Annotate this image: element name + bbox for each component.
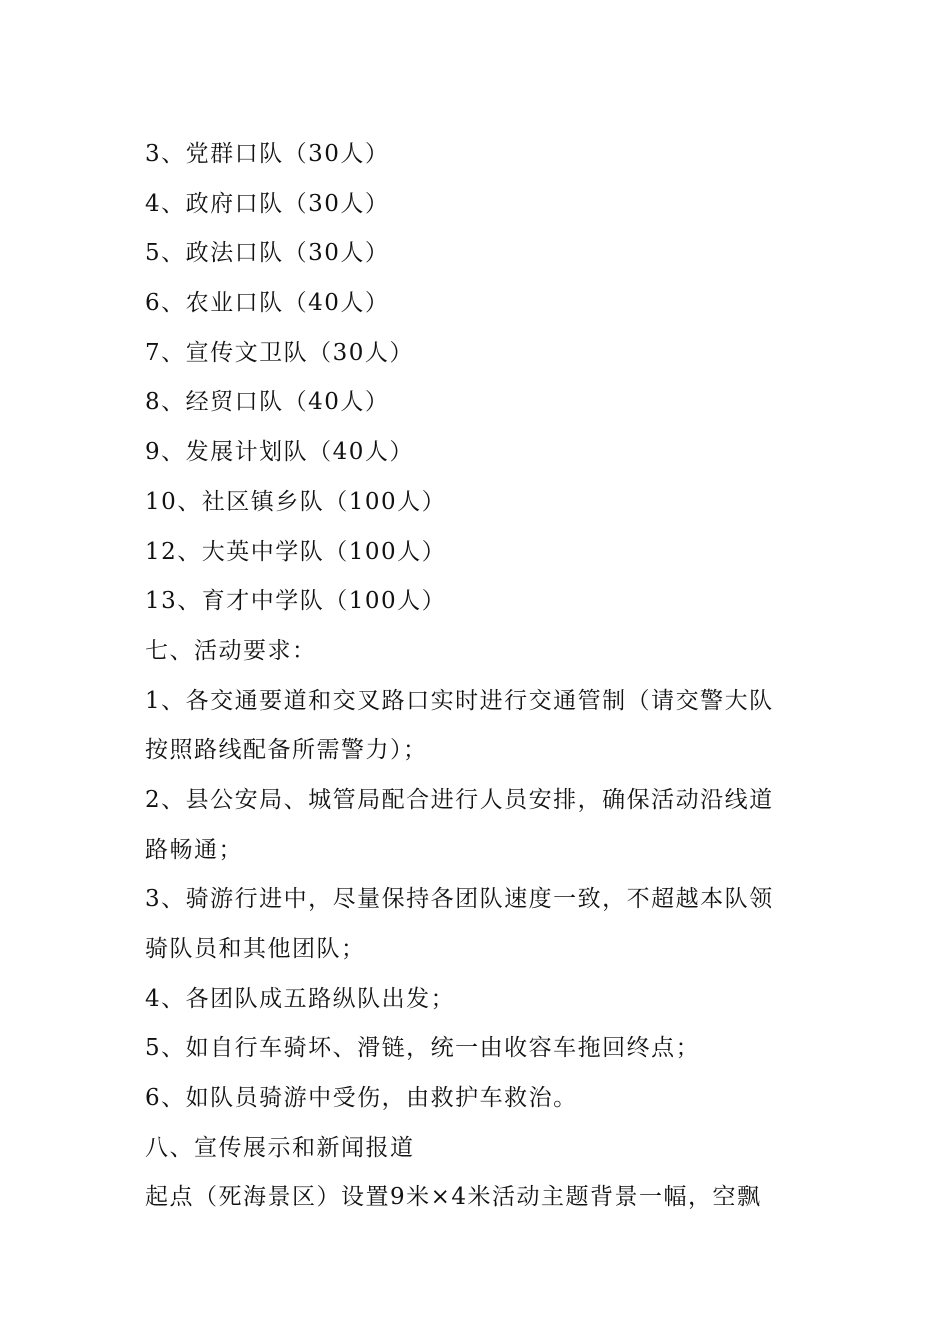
text-line-requirement-2b: 路畅通；: [145, 836, 243, 863]
text-line-requirement-2a: 2、县公安局、城管局配合进行人员安排，确保活动沿线道: [145, 786, 774, 813]
text-line-team-8: 8、经贸口队（40人）: [145, 389, 390, 416]
text-line-requirement-3a: 3、骑游行进中，尽量保持各团队速度一致，不超越本队领: [145, 886, 774, 913]
text-line-team-5: 5、政法口队（30人）: [145, 240, 390, 267]
text-line-publicity-1: 起点（死海景区）设置9米×4米活动主题背景一幅，空飘: [145, 1184, 762, 1211]
document-body: [145, 130, 810, 1223]
text-line-team-7: 7、宣传文卫队（30人）: [145, 339, 414, 366]
text-line-requirement-5: 5、如自行车骑坏、滑链，统一由收容车拖回终点；: [145, 1035, 701, 1062]
text-line-team-10: 10、社区镇乡队（100人）: [145, 488, 447, 515]
text-line-requirement-1b: 按照路线配备所需警力）；: [145, 737, 428, 764]
section-heading-publicity: 八、宣传展示和新闻报道: [145, 1134, 415, 1161]
section-heading-requirements: 七、活动要求：: [145, 637, 317, 664]
text-line-requirement-1a: 1、各交通要道和交叉路口实时进行交通管制（请交警大队: [145, 687, 774, 714]
text-line-requirement-3b: 骑队员和其他团队；: [145, 936, 366, 962]
text-line-team-9: 9、发展计划队（40人）: [145, 439, 414, 466]
text-line-team-13: 13、育才中学队（100人）: [145, 588, 447, 615]
text-line-team-12: 12、大英中学队（100人）: [145, 538, 447, 565]
text-line-requirement-6: 6、如队员骑游中受伤，由救护车救治。: [145, 1085, 578, 1112]
text-line-team-6: 6、农业口队（40人）: [145, 290, 390, 317]
text-line-team-3: 3、党群口队（30人）: [145, 141, 390, 167]
text-line-team-4: 4、政府口队（30人）: [145, 190, 390, 217]
text-line-requirement-4: 4、各团队成五路纵队出发；: [145, 985, 456, 1012]
